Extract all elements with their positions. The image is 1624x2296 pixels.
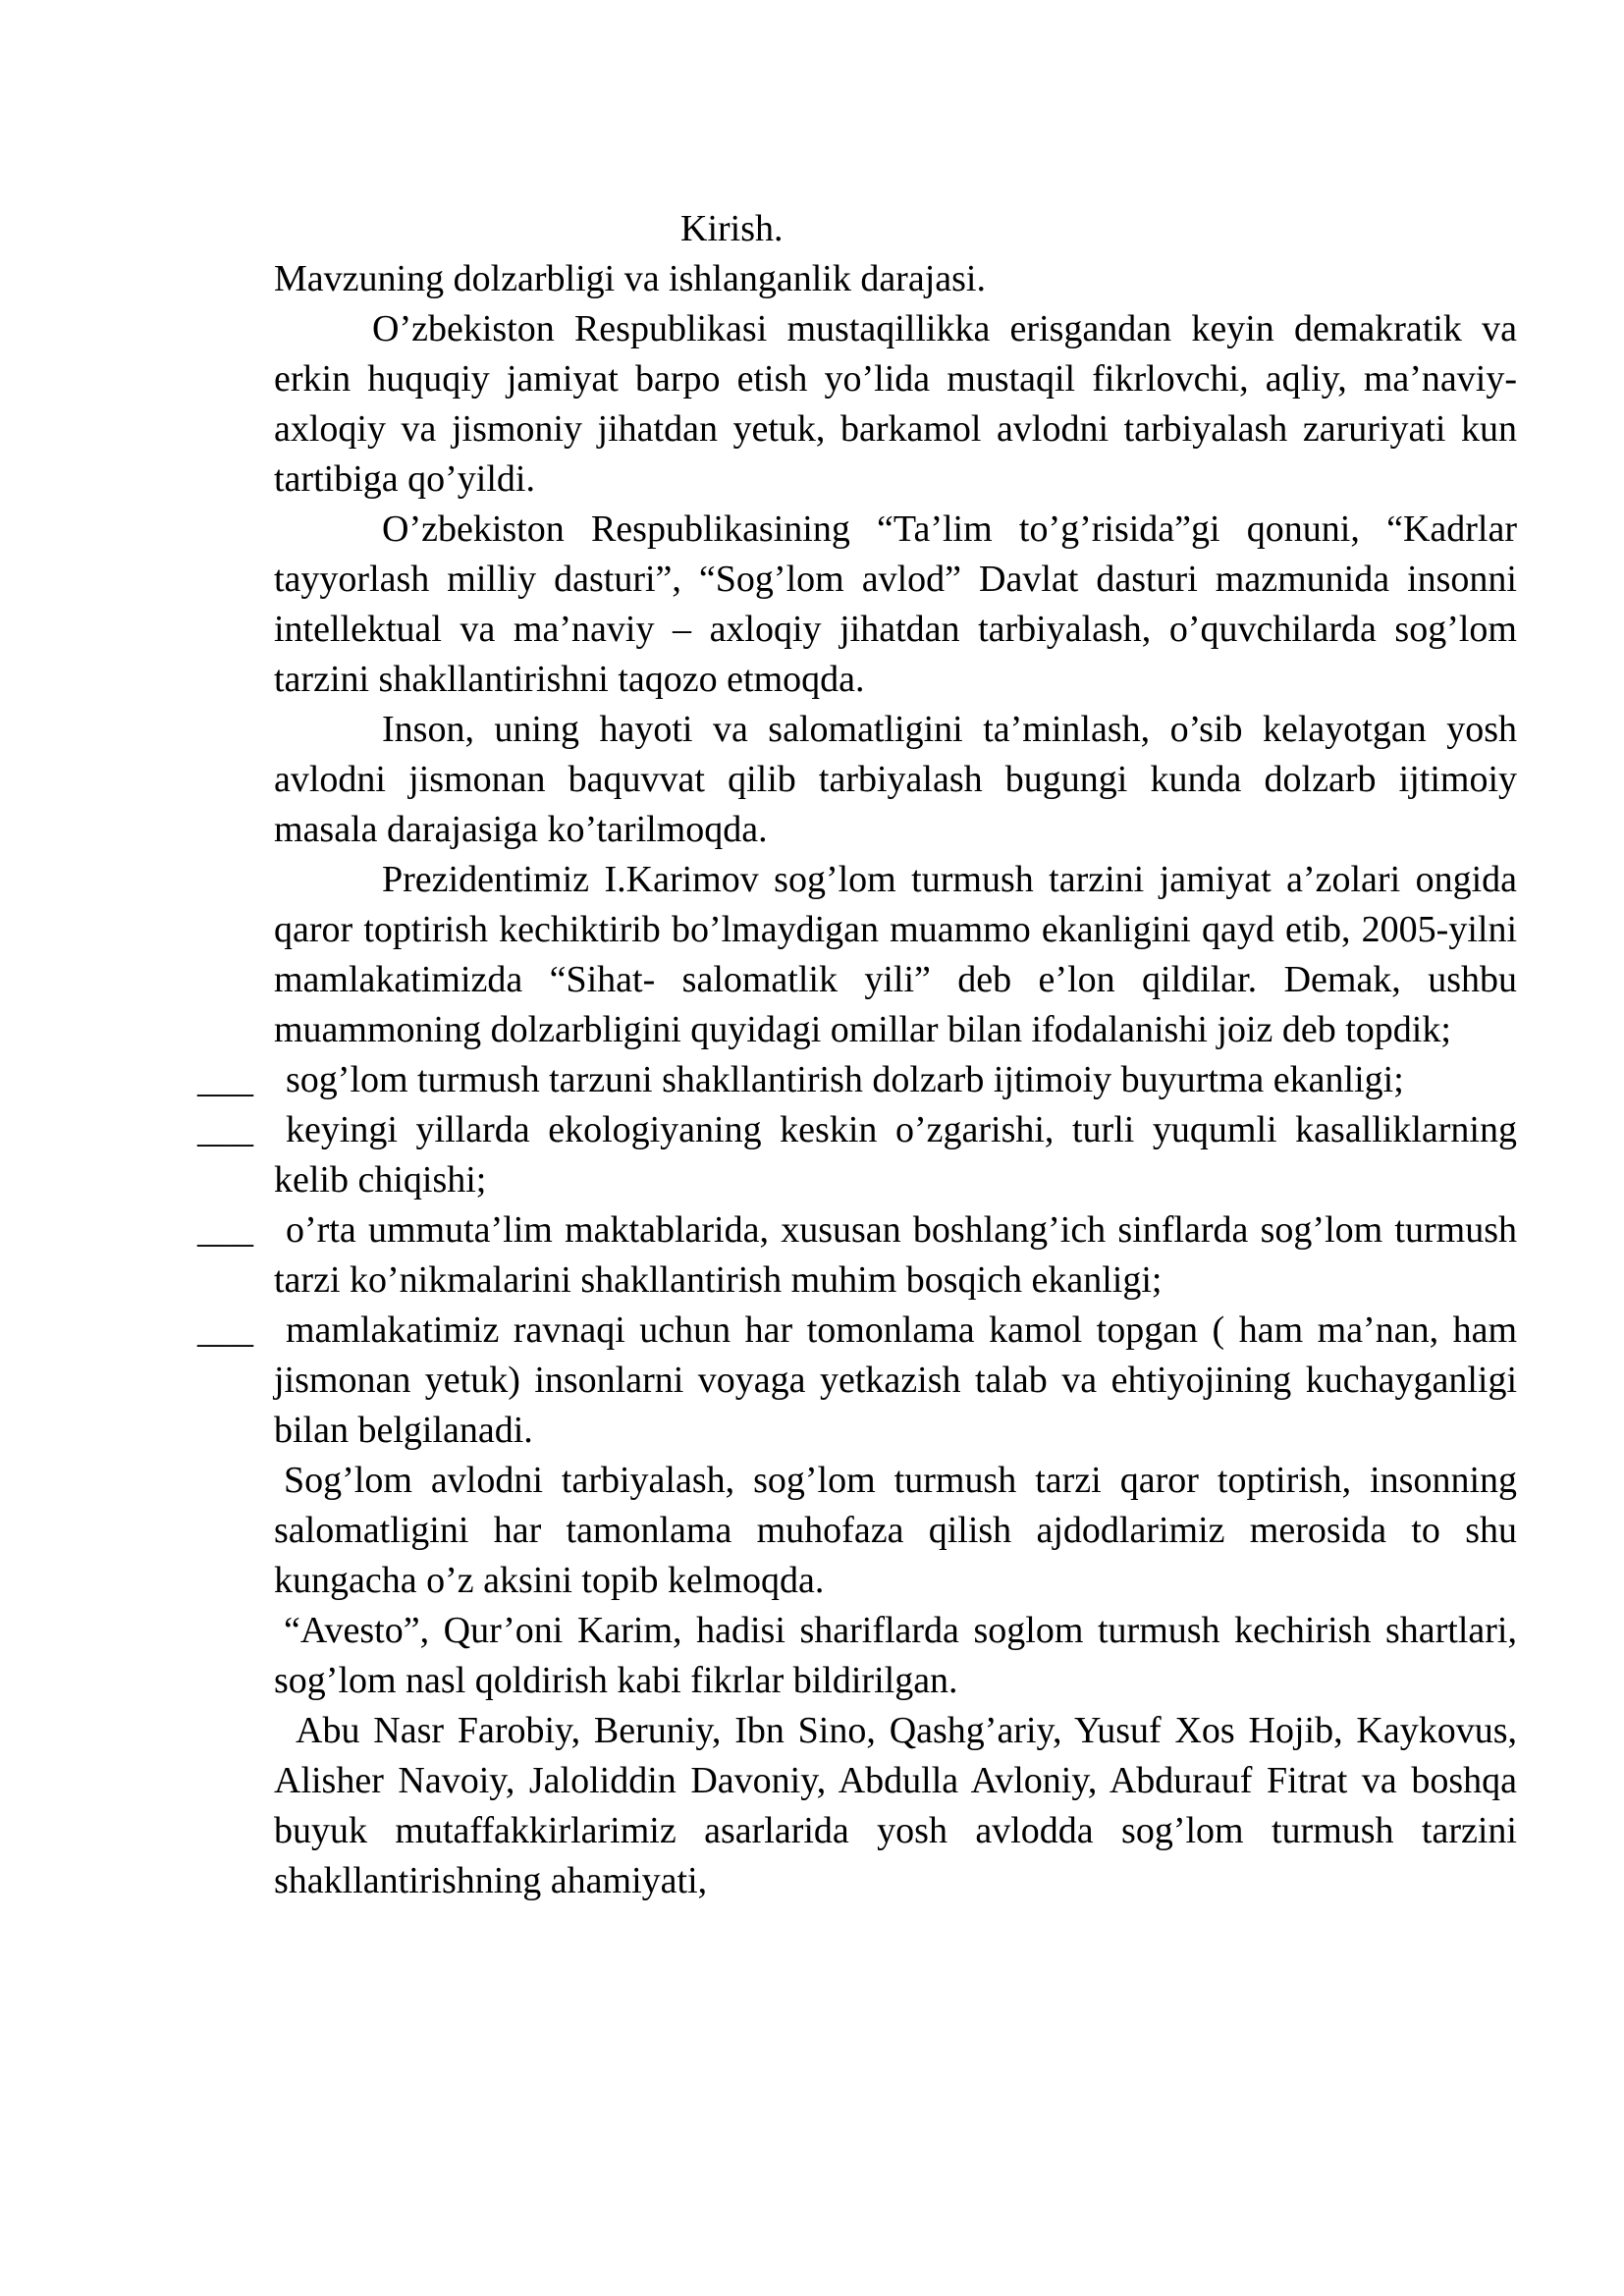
bullet-marker: ___ (197, 1109, 253, 1150)
paragraph: Abu Nasr Farobiy, Beruniy, Ibn Sino, Qashg’ariy, Yusuf Xos Hojib, Kaykovus, Alisher Navoiy, Jaloliddin Davoniy, Abdulla Avloniy, Abdurauf Fitrat va boshqa buyuk mutaffakkirlarimiz asarlarida yosh avlodda sog’lom turmush tarzini shakllantirishning ahamiyati, (274, 1710, 1517, 1901)
paragraph: “Avesto”, Qur’oni Karim, hadisi shariflarda soglom turmush kechirish shartlari, sog’lom nasl qoldirish kabi fikrlar bildirilgan. (274, 1610, 1517, 1701)
list-item-text: o’rta ummuta’lim maktablarida, xususan boshlang’ich sinflarda sog’lom turmush tarzi ko’nikmalarini shakllantirish muhim bosqich ekanligi; (274, 1209, 1517, 1301)
paragraph: Prezidentimiz I.Karimov sog’lom turmush tarzini jamiyat a’zolari ongida qaror toptirish kechiktirib bo’lmaydigan muammo ekanligini qayd etib, 2005-yilni mamlakatimizda “Sihat- salomatlik yili” deb e’lon qildilar. Demak, ushbu muammoning dolzarbligini quyidagi omillar bilan ifodalanishi joiz deb topdik; (274, 859, 1517, 1050)
list-item (197, 1306, 1517, 1456)
list-item (197, 1105, 1517, 1205)
list-item (197, 1205, 1517, 1306)
bullet-marker: ___ (197, 1309, 253, 1351)
bullet-marker: ___ (197, 1209, 253, 1251)
bullet-marker: ___ (197, 1059, 253, 1100)
list-item-text: keyingi yillarda ekologiyaning keskin o’zgarishi, turli yuqumli kasalliklarning kelib chiqishi; (274, 1109, 1517, 1201)
document-title: Kirish. (680, 208, 784, 249)
list-item-text: mamlakatimiz ravnaqi uchun har tomonlama kamol topgan ( ham ma’nan, ham jismonan yetuk) insonlarni voyaga yetkazish talab va ehtiyojining kuchayganligi bilan belgilanadi. (274, 1309, 1517, 1451)
paragraph: Inson, uning hayoti va salomatligini ta’minlash, o’sib kelayotgan yosh avlodni jismonan baquvvat qilib tarbiyalash bugungi kunda dolzarb ijtimoiy masala darajasiga ko’tarilmoqda. (274, 709, 1517, 850)
list-item-text: sog’lom turmush tarzuni shakllantirish dolzarb ijtimoiy buyurtma ekanligi; (286, 1059, 1404, 1100)
document-body (197, 204, 1517, 1906)
paragraph: O’zbekiston Respublikasining “Ta’lim to’g’risida”gi qonuni, “Kadrlar tayyorlash milliy dasturi”, “Sog’lom avlod” Davlat dasturi mazmunida insonni intellektual va ma’naviy – axloqiy jihatdan tarbiyalash, o’quvchilarda sog’lom tarzini shakllantirishni taqozo etmoqda. (274, 508, 1517, 700)
paragraph: Sog’lom avlodni tarbiyalash, sog’lom turmush tarzi qaror toptirish, insonning salomatligini har tamonlama muhofaza qilish ajdodlarimiz merosida to shu kungacha o’z aksini topib kelmoqda. (274, 1460, 1517, 1601)
section-subtitle: Mavzuning dolzarbligi va ishlanganlik darajasi. (274, 258, 986, 299)
paragraph: O’zbekiston Respublikasi mustaqillikka erisgandan keyin demakratik va erkin huquqiy jamiyat barpo etish yo’lida mustaqil fikrlovchi, aqliy, ma’naviy-axloqiy va jismoniy jihatdan yetuk, barkamol avlodni tarbiyalash zaruriyati kun tartibiga qo’yildi. (274, 308, 1517, 500)
list-item (197, 1055, 1517, 1105)
